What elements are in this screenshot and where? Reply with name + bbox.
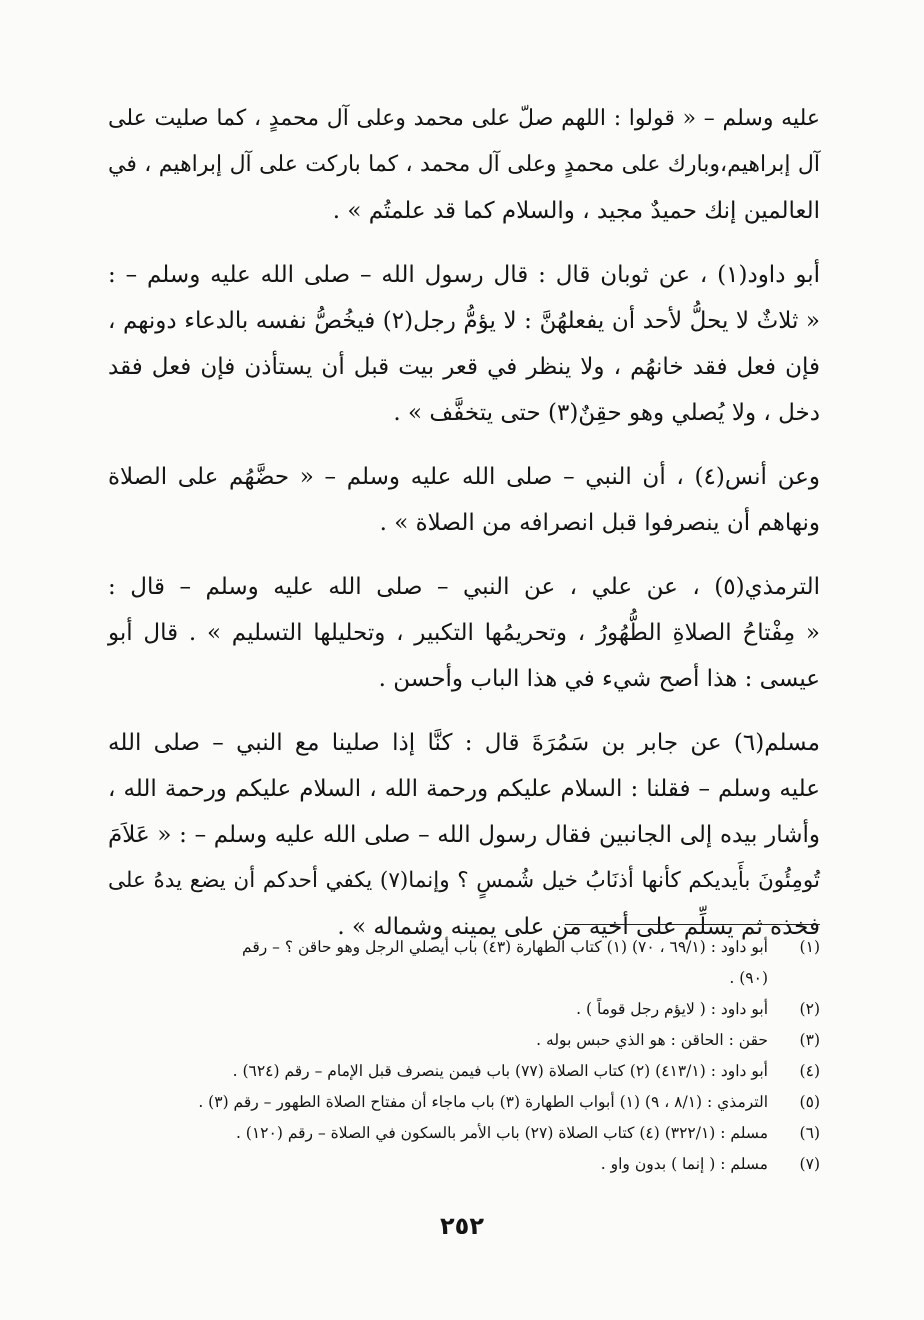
footnote-number: (١): [799, 938, 820, 956]
footnote-text: أبو داود : (٦٩/١ ، ٧٠) (١) كتاب الطهارة (٤٣) باب أيصلي الرجل وهو حاقن ؟ – رقم: [242, 938, 768, 956]
text-line: الترمذي(٥) ، عن علي ، عن النبي – صلى الله عليه وسلم – قال :: [108, 574, 820, 600]
footnote-text: مسلم : ( إنما ) بدون واو .: [600, 1155, 768, 1173]
footnote-text: الترمذي : (٨/١ ، ٩) (١) أبواب الطهارة (٣) باب ماجاء أن مفتاح الصلاة الطهور – رقم (٣) .: [198, 1093, 768, 1111]
footnote-text: أبو داود : ( لايؤم رجل قوماً ) .: [576, 1000, 768, 1018]
footnote-continuation: (٩٠) .: [729, 969, 768, 987]
footnote-item: [108, 1025, 820, 1056]
text-line: « مِفْتاحُ الصلاةِ الطُّهُورُ ، وتحريمُها التكبير ، وتحليلها التسليم » . قال أبو: [108, 620, 820, 646]
footnote-number: (٥): [799, 1093, 820, 1111]
text-line: وعن أنس(٤) ، أن النبي – صلى الله عليه وسلم – « حضَّهُم على الصلاة: [108, 464, 820, 490]
footnote-item: [108, 1118, 820, 1149]
text-line: عيسى : هذا أصح شيء في هذا الباب وأحسن .: [378, 666, 820, 692]
paragraph: [108, 720, 820, 950]
footnote-item: [108, 994, 820, 1025]
main-text: [108, 96, 820, 968]
text-line: عليه وسلم – « قولوا : اللهم صلّ على محمد وعلى آل محمدٍ ، كما صليت على: [108, 106, 820, 131]
footnote-number: (٣): [799, 1031, 820, 1049]
footnote-text: حقن : الحاقن : هو الذي حبس بوله .: [536, 1031, 768, 1049]
footnote-item: [108, 1149, 820, 1180]
paragraph: [108, 564, 820, 702]
paragraph: [108, 454, 820, 546]
text-line: العالمين إنك حميدٌ مجيد ، والسلام كما قد علمتُم » .: [332, 198, 820, 224]
footnotes: [108, 932, 820, 1180]
text-line: وأشار بيده إلى الجانبين فقال رسول الله – صلى الله عليه وسلم – : « عَلاَمَ: [108, 822, 820, 848]
footnote-text: مسلم : (٣٢٢/١) (٤) كتاب الصلاة (٢٧) باب الأمر بالسكون في الصلاة – رقم (١٢٠) .: [235, 1124, 768, 1142]
text-line: تُومِئُونَ بأَيديكم كأنها أذنَابُ خيل شُمسٍ ؟ وإنما(٧) يكفي أحدكم أن يضع يدهُ على: [108, 868, 821, 893]
text-line: فخذه ثم يسلِّم على أخيه من على يمينه وشماله » .: [337, 914, 820, 940]
paragraph: [108, 96, 820, 234]
text-line: آل إبراهيم،وبارك على محمدٍ وعلى آل محمد ، كما باركت على آل إبراهيم ، في: [108, 152, 820, 177]
text-line: دخل ، ولا يُصلي وهو حقِنٌ(٣) حتى يتخفَّف » .: [393, 400, 820, 426]
footnote-divider: [565, 924, 820, 925]
footnote-item: [108, 932, 820, 963]
text-line: عليه وسلم – فقلنا : السلام عليكم ورحمة الله ، السلام عليكم ورحمة الله ،: [108, 776, 820, 802]
text-line: ونهاهم أن ينصرفوا قبل انصرافه من الصلاة » .: [379, 510, 820, 536]
footnote-number: (٤): [799, 1062, 820, 1080]
footnote-number: (٦): [799, 1124, 820, 1142]
text-line: « ثلاثٌ لا يحلُّ لأحد أن يفعلهُنَّ : لا يؤمُّ رجل(٢) فيخُصُّ نفسه بالدعاء دونهم ،: [108, 308, 820, 334]
text-line: فإن فعل فقد خانهُم ، ولا ينظر في قعر بيت قبل أن يستأذن فإن فعل فقد: [108, 354, 820, 380]
footnote-number: (٧): [799, 1155, 820, 1173]
footnote-item: [108, 1056, 820, 1087]
footnote-item: [108, 1087, 820, 1118]
text-line: أبو داود(١) ، عن ثوبان قال : قال رسول الله – صلى الله عليه وسلم – :: [108, 262, 820, 288]
footnote-text: أبو داود : (٤١٣/١) (٢) كتاب الصلاة (٧٧) باب فيمن ينصرف قبل الإمام – رقم (٦٢٤) .: [232, 1062, 768, 1080]
page-number: ٢٥٢: [440, 1212, 484, 1240]
footnote-number: (٢): [799, 1000, 820, 1018]
paragraph: [108, 252, 820, 436]
text-line: مسلم(٦) عن جابر بن سَمُرَةَ قال : كنَّا إذا صلينا مع النبي – صلى الله: [108, 730, 820, 756]
